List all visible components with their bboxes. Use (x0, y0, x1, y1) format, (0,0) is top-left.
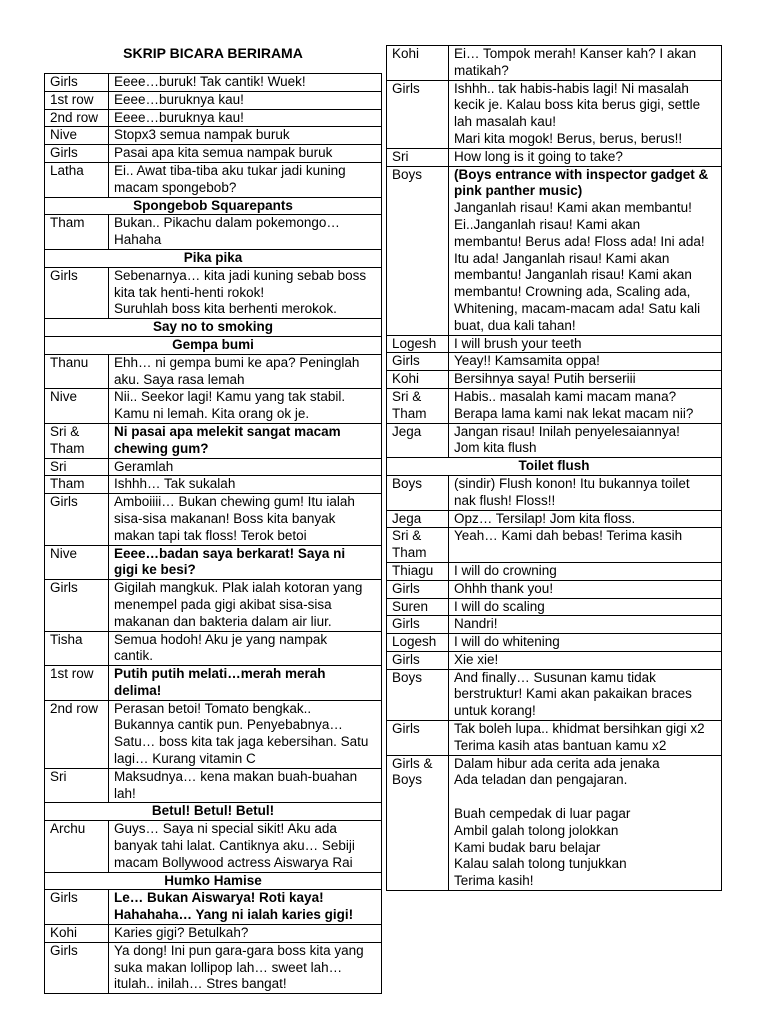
dialogue-row (45, 145, 382, 163)
speaker-cell: Girls (45, 74, 109, 92)
speaker-cell: Girls (387, 80, 449, 148)
dialogue-row (45, 109, 382, 127)
section-heading: Humko Hamise (45, 872, 382, 890)
dialogue-row (45, 476, 382, 494)
speaker-cell: Boys (387, 669, 449, 720)
speaker-cell: Tham (45, 476, 109, 494)
speaker-cell: Girls (387, 616, 449, 634)
speaker-cell: Tham (45, 215, 109, 250)
dialogue-row (387, 166, 722, 335)
speaker-cell: Girls (45, 942, 109, 993)
speaker-cell: Girls (45, 145, 109, 163)
dialogue-row (45, 354, 382, 389)
dialogue-cell: Le… Bukan Aiswarya! Roti kaya! Hahahaha… Yang ni ialah karies gigi! (109, 890, 382, 925)
speaker-cell: Girls (387, 651, 449, 669)
dialogue-cell: Ni pasai apa melekit sangat macam chewing gum? (109, 423, 382, 458)
dialogue-cell: Eeee…badan saya berkarat! Saya ni gigi ke besi? (109, 545, 382, 580)
dialogue-cell: I will brush your teeth (449, 335, 722, 353)
dialogue-cell: Nandri! (449, 616, 722, 634)
dialogue-row (45, 423, 382, 458)
dialogue-cell: Ishhh.. tak habis-habis lagi! Ni masalah kecik je. Kalau boss kita berus gigi, settle lah masalah kau! Mari kita mogok! Berus, berus, berus!! (449, 80, 722, 148)
dialogue-row (45, 580, 382, 631)
speaker-cell: Girls (45, 494, 109, 545)
speaker-cell: Girls (45, 890, 109, 925)
dialogue-cell: Semua hodoh! Aku je yang nampak cantik. (109, 631, 382, 666)
dialogue-row (387, 598, 722, 616)
dialogue-row (387, 335, 722, 353)
dialogue-cell: And finally… Susunan kamu tidak berstruktur! Kami akan pakaikan braces untuk korang! (449, 669, 722, 720)
speaker-cell: Girls (387, 580, 449, 598)
speaker-cell: Girls (387, 353, 449, 371)
speaker-cell: 2nd row (45, 700, 109, 768)
dialogue-cell: Eeee…buruknya kau! (109, 109, 382, 127)
speaker-cell: Jega (387, 423, 449, 458)
dialogue-cell: Ishhh… Tak sukalah (109, 476, 382, 494)
section-heading: Gempa bumi (45, 336, 382, 354)
speaker-cell: Logesh (387, 634, 449, 652)
dialogue-row (387, 651, 722, 669)
section-heading-row (45, 197, 382, 215)
speaker-cell: Sri & Tham (387, 528, 449, 563)
dialogue-row (45, 631, 382, 666)
section-heading: Say no to smoking (45, 319, 382, 337)
dialogue-row (387, 669, 722, 720)
dialogue-row (45, 821, 382, 872)
speaker-cell: Sri (45, 768, 109, 803)
dialogue-row (387, 80, 722, 148)
dialogue-cell: Dalam hibur ada cerita ada jenaka Ada teladan dan pengajaran. Buah cempedak di luar pagar Ambil galah tolong jolokkan Kami budak baru belajar Kalau salah tolong tunjukkan Terima kasih! (449, 755, 722, 890)
speaker-cell: Jega (387, 510, 449, 528)
speaker-cell: Sri (45, 458, 109, 476)
speaker-cell: 1st row (45, 666, 109, 701)
dialogue-row (45, 389, 382, 424)
dialogue-cell: Opz… Tersilap! Jom kita floss. (449, 510, 722, 528)
dialogue-cell: Ya dong! Ini pun gara-gara boss kita yang suka makan lollipop lah… sweet lah… itulah.. inilah… Stres bangat! (109, 942, 382, 993)
dialogue-cell: Putih putih melati…merah merah delima! (109, 666, 382, 701)
dialogue-cell: Maksudnya… kena makan buah-buahan lah! (109, 768, 382, 803)
dialogue-row (45, 267, 382, 318)
speaker-cell: Sri & Tham (45, 423, 109, 458)
dialogue-row (387, 721, 722, 756)
dialogue-cell: Habis.. masalah kami macam mana? Berapa lama kami nak lekat macam nii? (449, 388, 722, 423)
section-heading-row (45, 803, 382, 821)
section-heading: Pika pika (45, 249, 382, 267)
dialogue-cell: Nii.. Seekor lagi! Kamu yang tak stabil. Kamu ni lemah. Kita orang ok je. (109, 389, 382, 424)
speaker-cell: Girls & Boys (387, 755, 449, 890)
speaker-cell: Nive (45, 545, 109, 580)
speaker-cell: Sri & Tham (387, 388, 449, 423)
dialogue-row (387, 510, 722, 528)
speaker-cell: Boys (387, 166, 449, 335)
speaker-cell: Tisha (45, 631, 109, 666)
dialogue-cell: I will do scaling (449, 598, 722, 616)
dialogue-row (45, 768, 382, 803)
dialogue-row (387, 755, 722, 890)
dialogue-row (387, 148, 722, 166)
dialogue-row (45, 215, 382, 250)
dialogue-cell: Jangan risau! Inilah penyelesaiannya! Jom kita flush (449, 423, 722, 458)
speaker-cell: Girls (387, 721, 449, 756)
dialogue-row (45, 91, 382, 109)
section-heading-row (45, 249, 382, 267)
dialogue-cell: Geramlah (109, 458, 382, 476)
dialogue-row (387, 528, 722, 563)
speaker-cell: Latha (45, 162, 109, 197)
dialogue-row (387, 580, 722, 598)
section-heading: Spongebob Squarepants (45, 197, 382, 215)
dialogue-row (387, 46, 722, 81)
dialogue-row (387, 634, 722, 652)
dialogue-row (45, 942, 382, 993)
dialogue-cell (449, 166, 722, 335)
dialogue-row (45, 666, 382, 701)
dialogue-row (387, 423, 722, 458)
dialogue-cell: Ehh… ni gempa bumi ke apa? Peninglah aku. Saya rasa lemah (109, 354, 382, 389)
dialogue-cell: Ei… Tompok merah! Kanser kah? I akan matikah? (449, 46, 722, 81)
section-heading-row (45, 336, 382, 354)
speaker-cell: Kohi (45, 925, 109, 943)
dialogue-cell: Ei.. Awat tiba-tiba aku tukar jadi kuning macam spongebob? (109, 162, 382, 197)
dialogue-row (45, 74, 382, 92)
speaker-cell: Boys (387, 475, 449, 510)
dialogue-row (387, 371, 722, 389)
section-heading-row (45, 319, 382, 337)
dialogue-cell: Yeay!! Kamsamita oppa! (449, 353, 722, 371)
dialogue-cell: Sebenarnya… kita jadi kuning sebab boss kita tak henti-henti rokok! Suruhlah boss kita berhenti merokok. (109, 267, 382, 318)
dialogue-cell: Bukan.. Pikachu dalam pokemongo… Hahaha (109, 215, 382, 250)
speaker-cell: Nive (45, 127, 109, 145)
dialogue-row (387, 388, 722, 423)
dialogue-row (387, 562, 722, 580)
dialogue-cell: Guys… Saya ni special sikit! Aku ada banyak tahi lalat. Cantiknya aku… Sebiji macam Bollywood actress Aiswarya Rai (109, 821, 382, 872)
dialogue-cell: Eeee…buruknya kau! (109, 91, 382, 109)
dialogue-cell: Tak boleh lupa.. khidmat bersihkan gigi x2 Terima kasih atas bantuan kamu x2 (449, 721, 722, 756)
speaker-cell: Girls (45, 580, 109, 631)
speaker-cell: 1st row (45, 91, 109, 109)
speaker-cell: Suren (387, 598, 449, 616)
dialogue-cell: Pasai apa kita semua nampak buruk (109, 145, 382, 163)
dialogue-cell: Bersihnya saya! Putih berseriii (449, 371, 722, 389)
dialogue-cell: Perasan betoi! Tomato bengkak.. Bukannya cantik pun. Penyebabnya… Satu… boss kita tak jaga kebersihan. Satu lagi… Kurang vitamin C (109, 700, 382, 768)
speaker-cell: Thiagu (387, 562, 449, 580)
speaker-cell: Archu (45, 821, 109, 872)
dialogue-cell: I will do crowning (449, 562, 722, 580)
speaker-cell: 2nd row (45, 109, 109, 127)
script-table-right (386, 45, 722, 891)
dialogue-row (45, 700, 382, 768)
section-heading-row (387, 458, 722, 476)
dialogue-cell: Gigilah mangkuk. Plak ialah kotoran yang menempel pada gigi akibat sisa-sisa makanan dan bakteria dalam air liur. (109, 580, 382, 631)
dialogue-text: Janganlah risau! Kami akan membantu! Ei..Janganlah risau! Kami akan membantu! Berus ada! Floss ada! Ini ada! Itu ada! Janganlah risau! Kami akan membantu! Janganlah risau! Kami akan membantu! Crowning ada, Scaling ada, Whitening, macam-macam ada! Satu kali buat, dua kali tahan! (454, 200, 705, 333)
dialogue-cell: Stopx3 semua nampak buruk (109, 127, 382, 145)
stage-direction: (Boys entrance with inspector gadget & pink panther music) (454, 166, 709, 199)
dialogue-row (45, 162, 382, 197)
page-title: SKRIP BICARA BERIRAMA (123, 45, 303, 61)
dialogue-cell: Xie xie! (449, 651, 722, 669)
dialogue-cell: Karies gigi? Betulkah? (109, 925, 382, 943)
dialogue-row (45, 458, 382, 476)
dialogue-cell: I will do whitening (449, 634, 722, 652)
speaker-cell: Kohi (387, 46, 449, 81)
section-heading: Betul! Betul! Betul! (45, 803, 382, 821)
section-heading: Toilet flush (387, 458, 722, 476)
speaker-cell: Logesh (387, 335, 449, 353)
dialogue-cell: Eeee…buruk! Tak cantik! Wuek! (109, 74, 382, 92)
dialogue-cell: How long is it going to take? (449, 148, 722, 166)
dialogue-row (45, 494, 382, 545)
dialogue-row (387, 353, 722, 371)
dialogue-row (45, 890, 382, 925)
dialogue-row (387, 475, 722, 510)
section-heading-row (45, 872, 382, 890)
speaker-cell: Nive (45, 389, 109, 424)
dialogue-row (45, 127, 382, 145)
speaker-cell: Kohi (387, 371, 449, 389)
speaker-cell: Thanu (45, 354, 109, 389)
dialogue-row (387, 616, 722, 634)
dialogue-cell: (sindir) Flush konon! Itu bukannya toilet nak flush! Floss!! (449, 475, 722, 510)
script-table-left (44, 73, 382, 994)
dialogue-cell: Yeah… Kami dah bebas! Terima kasih (449, 528, 722, 563)
dialogue-row (45, 545, 382, 580)
speaker-cell: Girls (45, 267, 109, 318)
dialogue-row (45, 925, 382, 943)
dialogue-cell: Ohhh thank you! (449, 580, 722, 598)
speaker-cell: Sri (387, 148, 449, 166)
dialogue-cell: Amboiiii… Bukan chewing gum! Itu ialah sisa-sisa makanan! Boss kita banyak makan tapi tak floss! Terok betoi (109, 494, 382, 545)
